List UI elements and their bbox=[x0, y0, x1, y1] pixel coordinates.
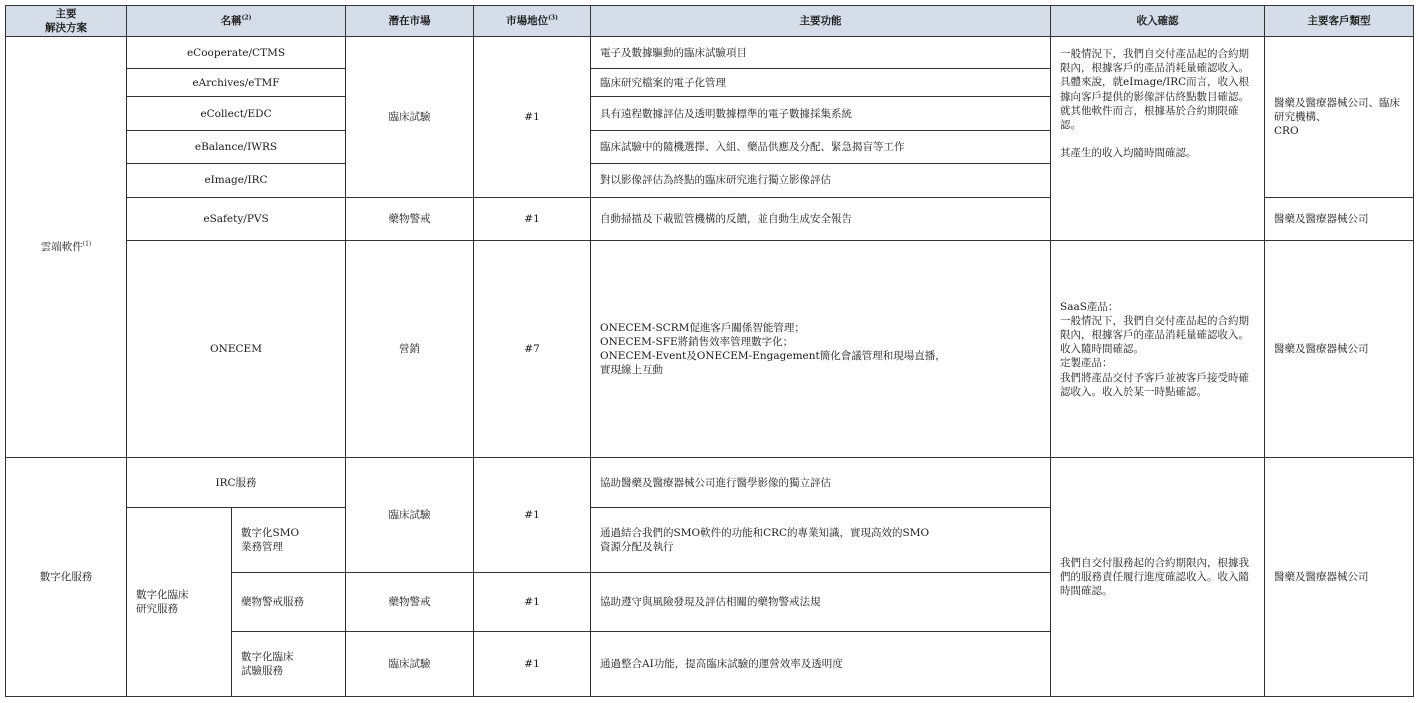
position-cell: #1 bbox=[474, 37, 591, 198]
function-cell: 具有遠程數據評估及透明數據標準的電子數據採集系統 bbox=[591, 97, 1051, 130]
header-customers: 主要客戶類型 bbox=[1265, 6, 1414, 37]
function-cell: 自動掃描及下載監管機構的反饋，並自動生成安全報告 bbox=[591, 197, 1051, 241]
function-cell: 通過結合我們的SMO軟件的功能和CRC的專業知識，實現高效的SMO 資源分配及執行 bbox=[591, 508, 1051, 573]
customers-cell: 醫藥及醫療器械公司、臨床研究機構、 CRO bbox=[1265, 37, 1414, 198]
product-name: eBalance/IWRS bbox=[127, 130, 346, 163]
category-cloud: 雲端軟件$^{(1)}$ bbox=[6, 37, 127, 458]
header-row bbox=[6, 6, 1414, 37]
product-name: eCooperate/CTMS bbox=[127, 37, 346, 69]
revenue-cell: 我們自交付服務起的合約期限內，根據我們的服務責任履行進度確認收入。收入隨時間確認。 bbox=[1051, 458, 1265, 697]
header-market: 潛在市場 bbox=[346, 6, 474, 37]
header-solution: 主要 解決方案 bbox=[6, 6, 127, 37]
function-cell: 通過整合AI功能，提高臨床試驗的運營效率及透明度 bbox=[591, 632, 1051, 697]
position-cell: #1 bbox=[474, 458, 591, 573]
function-cell: 協助醫藥及醫療器械公司進行醫學影像的獨立評估 bbox=[591, 458, 1051, 508]
header-position: 市場地位$^{(3)}$ bbox=[474, 6, 591, 37]
market-cell: 臨床試驗 bbox=[346, 632, 474, 697]
market-cell: 藥物警戒 bbox=[346, 197, 474, 241]
product-name: eSafety/PVS bbox=[127, 197, 346, 241]
category-digital: 數字化服務 bbox=[6, 458, 127, 697]
function-cell: 對以影像評估為終點的臨床研究進行獨立影像評估 bbox=[591, 164, 1051, 197]
solutions-table bbox=[5, 5, 1414, 697]
market-cell: 藥物警戒 bbox=[346, 572, 474, 631]
product-name: IRC服務 bbox=[127, 458, 346, 508]
sub-group-label: 數字化臨床 研究服務 bbox=[127, 508, 232, 697]
function-cell: 電子及數據驅動的臨床試驗項目 bbox=[591, 37, 1051, 69]
table-row bbox=[6, 458, 1414, 508]
market-cell: 營銷 bbox=[346, 241, 474, 458]
position-cell: #1 bbox=[474, 632, 591, 697]
market-cell: 臨床試驗 bbox=[346, 37, 474, 198]
header-functions: 主要功能 bbox=[591, 6, 1051, 37]
customers-cell: 醫藥及醫療器械公司 bbox=[1265, 458, 1414, 697]
function-cell: ONECEM-SCRM促進客戶關係智能管理； ONECEM-SFE將銷售效率管理數字化； ONECEM-Event及ONECEM-Engagement簡化會議管理和現場直播， 實現線上互動 bbox=[591, 241, 1051, 458]
position-cell: #1 bbox=[474, 197, 591, 241]
position-cell: #7 bbox=[474, 241, 591, 458]
function-cell: 臨床試驗中的隨機選擇、入組、藥品供應及分配、緊急揭盲等工作 bbox=[591, 130, 1051, 163]
revenue-cell: SaaS產品： 一般情況下，我們自交付產品起的合約期限內，根據客戶的產品消耗量確認收入。收入隨時間確認。 定製產品： 我們將產品交付予客戶並被客戶接受時確認收入。收入於某一時點確認。 bbox=[1051, 241, 1265, 458]
table-row bbox=[6, 241, 1414, 458]
function-cell: 臨床研究檔案的電子化管理 bbox=[591, 69, 1051, 97]
product-name: eArchives/eTMF bbox=[127, 69, 346, 97]
revenue-cell: 一般情況下，我們自交付產品起的合約期限內，根據客戶的產品消耗量確認收入。具體來說，就eImage/IRC而言，收入根據向客戶提供的影像評估終點數目確認。就其他軟件而言，根據基於合約期限確認。 其產生的收入均隨時間確認。 bbox=[1051, 37, 1265, 241]
product-name: eCollect/EDC bbox=[127, 97, 346, 130]
header-revenue: 收入確認 bbox=[1051, 6, 1265, 37]
product-name: 數字化SMO 業務管理 bbox=[232, 508, 346, 573]
market-cell: 臨床試驗 bbox=[346, 458, 474, 573]
customers-cell: 醫藥及醫療器械公司 bbox=[1265, 241, 1414, 458]
position-cell: #1 bbox=[474, 572, 591, 631]
product-name: 藥物警戒服務 bbox=[232, 572, 346, 631]
table-row bbox=[6, 37, 1414, 69]
product-name: eImage/IRC bbox=[127, 164, 346, 197]
product-name: ONECEM bbox=[127, 241, 346, 458]
product-name: 數字化臨床 試驗服務 bbox=[232, 632, 346, 697]
function-cell: 協助遵守與風險發現及評估相關的藥物警戒法規 bbox=[591, 572, 1051, 631]
customers-cell: 醫藥及醫療器械公司 bbox=[1265, 197, 1414, 241]
header-name: 名稱$^{(2)}$ bbox=[127, 6, 346, 37]
